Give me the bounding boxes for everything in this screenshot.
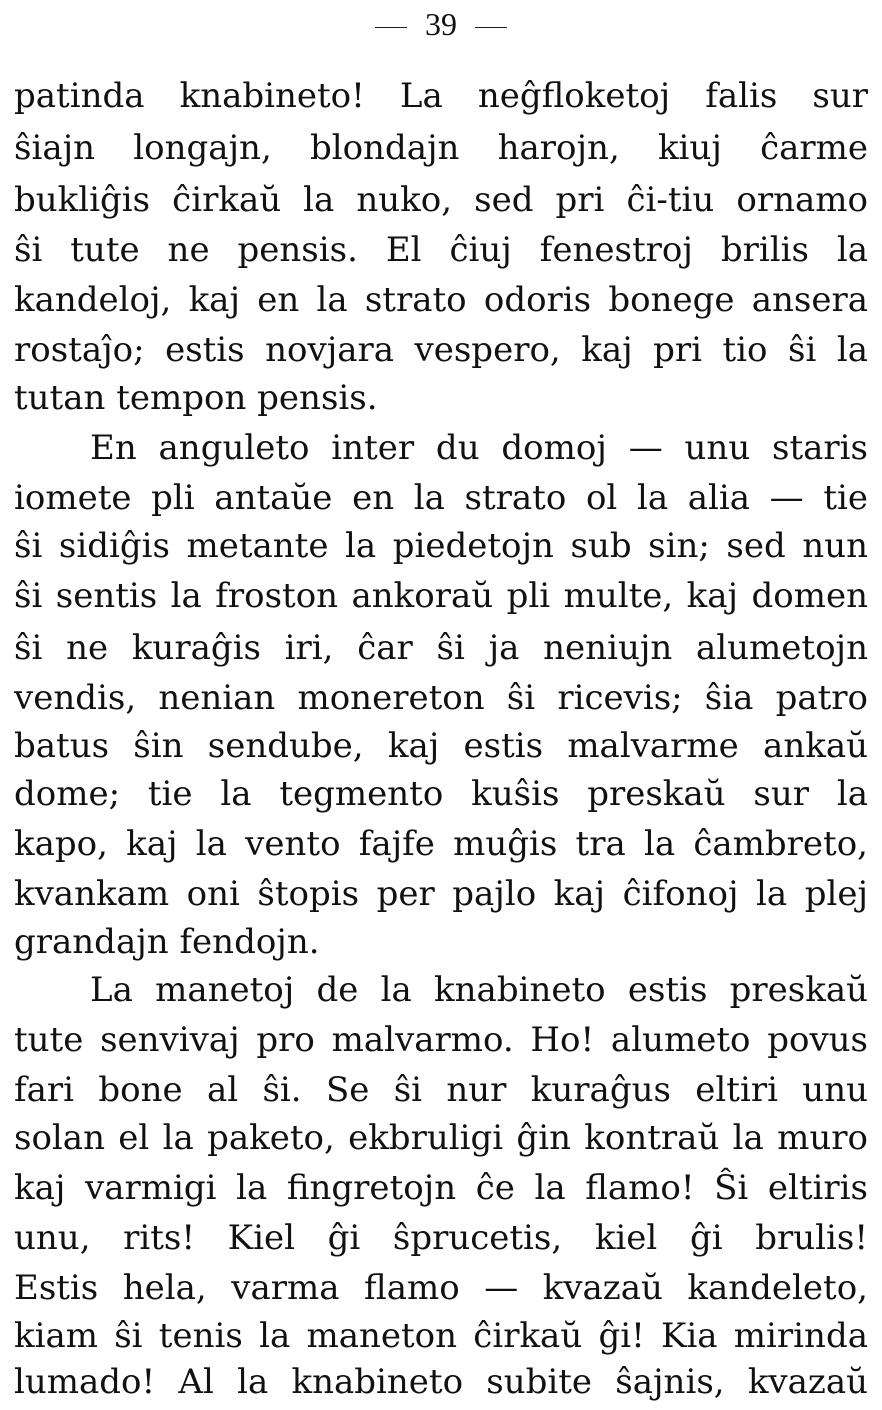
text-line: iomete pli antaŭe en la strato ol la alia — tie xyxy=(14,478,868,518)
text-line: kaj varmigi la fingretojn ĉe la flamo! Ŝi eltiris xyxy=(14,1168,868,1208)
text-line: unu, rits! Kiel ĝi ŝprucetis, kiel ĝi brulis! xyxy=(14,1218,868,1258)
text-line: dome; tie la tegmento kuŝis preskaŭ sur la xyxy=(14,774,868,814)
text-line: kvankam oni ŝtopis per pajlo kaj ĉifonoj la plej xyxy=(14,874,868,914)
text-line: patinda knabineto! La neĝfloketoj falis sur xyxy=(14,76,868,116)
page-number: 39 xyxy=(425,5,457,42)
text-line: ŝi sidiĝis metante la piedetojn sub sin; sed nun xyxy=(14,526,868,566)
text-line: solan el la paketo, ekbruligi ĝin kontraŭ la muro xyxy=(14,1118,868,1158)
header-dash-right xyxy=(475,27,507,28)
text-line: La manetoj de la knabineto estis preskaŭ xyxy=(90,970,868,1010)
page-header xyxy=(0,4,882,44)
text-line: bukliĝis ĉirkaŭ la nuko, sed pri ĉi-tiu ornamo xyxy=(14,180,868,220)
text-line: batus ŝin sendube, kaj estis malvarme ankaŭ xyxy=(14,726,868,766)
text-line: ŝi tute ne pensis. El ĉiuj fenestroj brilis la xyxy=(14,230,868,270)
text-line: tute senvivaj pro malvarmo. Ho! alumeto povus xyxy=(14,1020,868,1060)
text-line: kiam ŝi tenis la maneton ĉirkaŭ ĝi! Kia mirinda xyxy=(14,1316,868,1356)
text-line: En anguleto inter du domoj — unu staris xyxy=(90,428,868,468)
header-dash-left xyxy=(375,27,407,28)
text-line: ŝi sentis la froston ankoraŭ pli multe, kaj domen xyxy=(14,576,868,616)
text-line: ŝi ne kuraĝis iri, ĉar ŝi ja neniujn alumetojn xyxy=(14,628,868,668)
text-line: fari bone al ŝi. Se ŝi nur kuraĝus eltiri unu xyxy=(14,1070,868,1110)
text-line: rostaĵo; estis novjara vespero, kaj pri tio ŝi la xyxy=(14,330,868,370)
text-line: grandajn fendojn. xyxy=(14,922,320,962)
text-line: ŝiajn longajn, blondajn harojn, kiuj ĉarme xyxy=(14,128,868,168)
text-line: kandeloj, kaj en la strato odoris bonege ansera xyxy=(14,280,868,320)
text-line: kapo, kaj la vento fajfe muĝis tra la ĉambreto, xyxy=(14,824,868,864)
text-line: Estis hela, varma flamo — kvazaŭ kandeleto, xyxy=(14,1268,868,1308)
text-line: tutan tempon pensis. xyxy=(14,378,378,418)
text-line: lumado! Al la knabineto subite ŝajnis, kvazaŭ xyxy=(14,1362,868,1402)
text-line: vendis, nenian monereton ŝi ricevis; ŝia patro xyxy=(14,678,868,718)
